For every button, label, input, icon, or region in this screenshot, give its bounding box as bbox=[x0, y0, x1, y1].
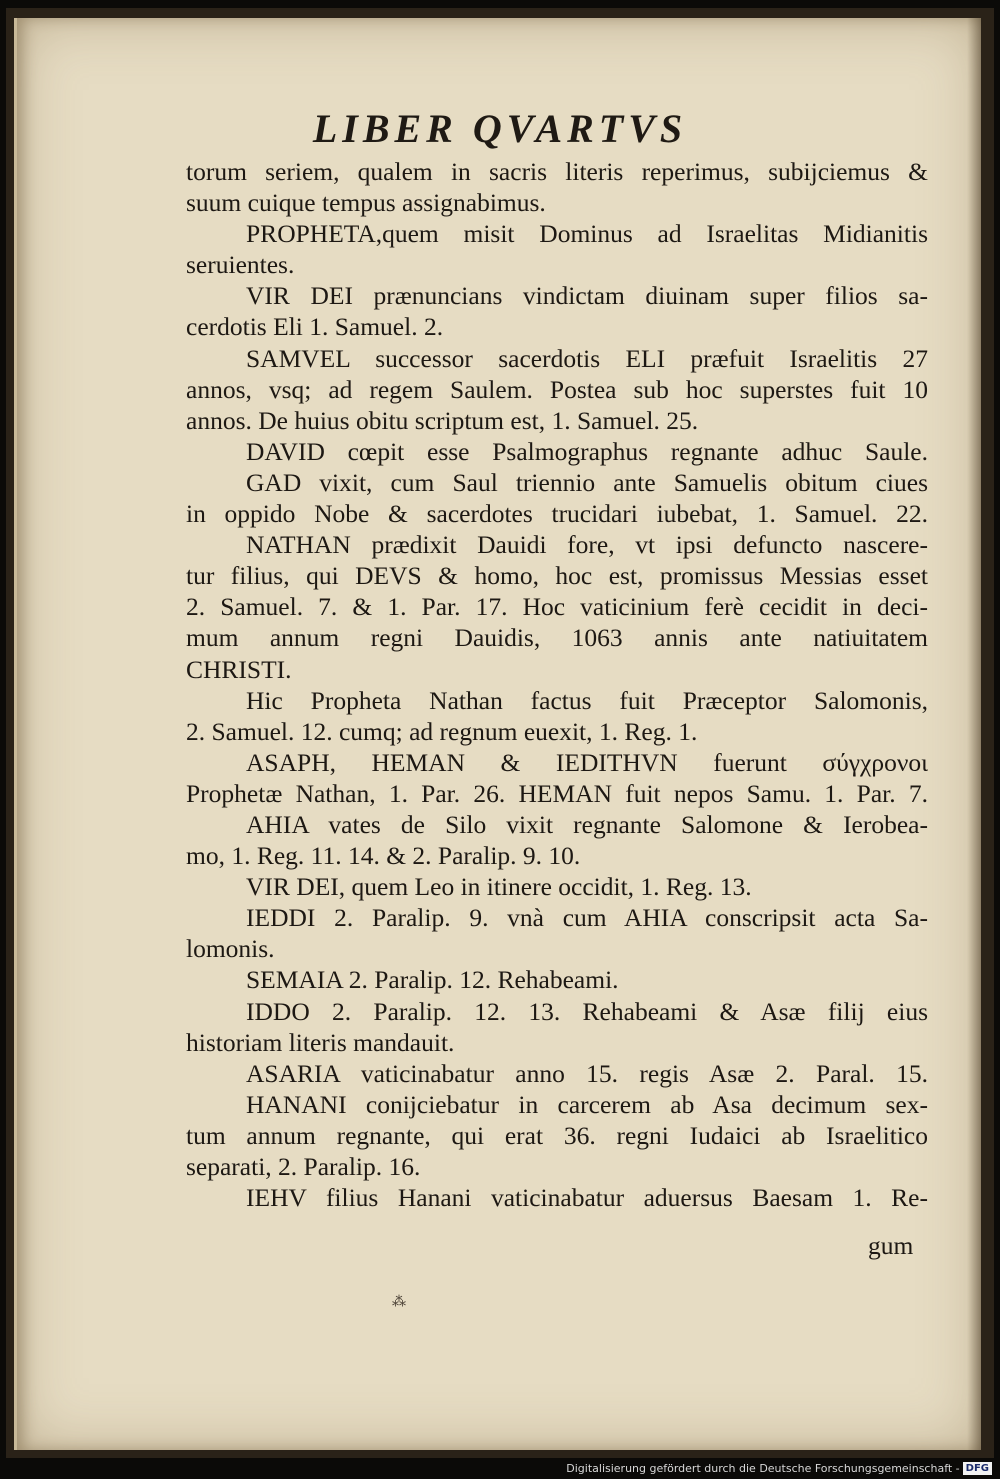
text-line: VIR DEI prænuncians vindictam diuinam super filios sa- bbox=[246, 281, 928, 311]
ink-smudge-icon: ⁂ bbox=[392, 1294, 406, 1310]
text-line: mum annum regni Dauidis, 1063 annis ante natiuitatem bbox=[186, 623, 928, 653]
text-line: lomonis. bbox=[186, 934, 275, 964]
dfg-logo-icon: DFG bbox=[963, 1462, 992, 1475]
text-line: suum cuique tempus assignabimus. bbox=[186, 188, 546, 218]
footer-text: Digitalisierung gefördert durch die Deutsche Forschungsgemeinschaft - bbox=[566, 1462, 960, 1475]
text-line: 2. Samuel. 12. cumq; ad regnum euexit, 1. Reg. 1. bbox=[186, 716, 698, 746]
text-line: historiam literis mandauit. bbox=[186, 1027, 455, 1057]
text-line: Hic Propheta Nathan factus fuit Præceptor Salomonis, bbox=[246, 685, 928, 715]
text-line: 2. Samuel. 7. & 1. Par. 17. Hoc vaticinium ferè cecidit in deci- bbox=[186, 592, 928, 622]
text-line: GAD vixit, cum Saul triennio ante Samuelis obitum ciues bbox=[246, 467, 928, 497]
text-line: cerdotis Eli 1. Samuel. 2. bbox=[186, 312, 444, 342]
catchword: gum bbox=[868, 1231, 914, 1260]
text-line: annos, vsq; ad regem Saulem. Postea sub hoc superstes fuit 10 bbox=[186, 374, 928, 404]
text-line: annos. De huius obitu scriptum est, 1. Samuel. 25. bbox=[186, 405, 699, 435]
text-line: AHIA vates de Silo vixit regnante Salomone & Ierobea- bbox=[246, 809, 928, 839]
text-line: SAMVEL successor sacerdotis ELI præfuit Israelitis 27 bbox=[246, 343, 928, 373]
body-text bbox=[186, 156, 928, 1213]
text-line: Prophetæ Nathan, 1. Par. 26. HEMAN fuit nepos Samu. 1. Par. 7. bbox=[186, 778, 928, 808]
text-line: IDDO 2. Paralip. 12. 13. Rehabeami & Asæ filij eius bbox=[246, 996, 928, 1026]
digitization-footer bbox=[566, 1462, 992, 1475]
text-line: VIR DEI, quem Leo in itinere occidit, 1. Reg. 13. bbox=[246, 872, 752, 902]
text-line: ASARIA vaticinabatur anno 15. regis Asæ 2. Paral. 15. bbox=[246, 1058, 928, 1088]
text-line: tum annum regnante, qui erat 36. regni Iudaici ab Israelitico bbox=[186, 1120, 928, 1150]
text-line: ASAPH, HEMAN & IEDITHVN fuerunt σύγχρονοι bbox=[246, 747, 928, 777]
text-line: CHRISTI. bbox=[186, 654, 292, 684]
text-line: in oppido Nobe & sacerdotes trucidari iubebat, 1. Samuel. 22. bbox=[186, 499, 928, 529]
text-line: mo, 1. Reg. 11. 14. & 2. Paralip. 9. 10. bbox=[186, 841, 581, 871]
text-line: PROPHETA,quem misit Dominus ad Israelitas Midianitis bbox=[246, 219, 928, 249]
text-line: NATHAN prædixit Dauidi fore, vt ipsi defuncto nascere- bbox=[246, 530, 928, 560]
text-line: tur filius, qui DEVS & homo, hoc est, promissus Messias esset bbox=[186, 561, 928, 591]
text-line: torum seriem, qualem in sacris literis reperimus, subijciemus & bbox=[186, 157, 928, 186]
running-head: LIBER QVARTVS bbox=[312, 106, 688, 151]
text-line: SEMAIA 2. Paralip. 12. Rehabeami. bbox=[246, 965, 619, 995]
text-line: IEDDI 2. Paralip. 9. vnà cum AHIA conscripsit acta Sa- bbox=[246, 903, 928, 933]
text-line: seruientes. bbox=[186, 250, 295, 280]
text-line: HANANI conijciebatur in carcerem ab Asa decimum sex- bbox=[246, 1089, 928, 1119]
text-line: separati, 2. Paralip. 16. bbox=[186, 1152, 421, 1181]
text-line: DAVID cœpit esse Psalmographus regnante adhuc Saule. bbox=[246, 436, 928, 466]
text-line: IEHV filius Hanani vaticinabatur aduersus Baesam 1. Re- bbox=[246, 1183, 928, 1213]
